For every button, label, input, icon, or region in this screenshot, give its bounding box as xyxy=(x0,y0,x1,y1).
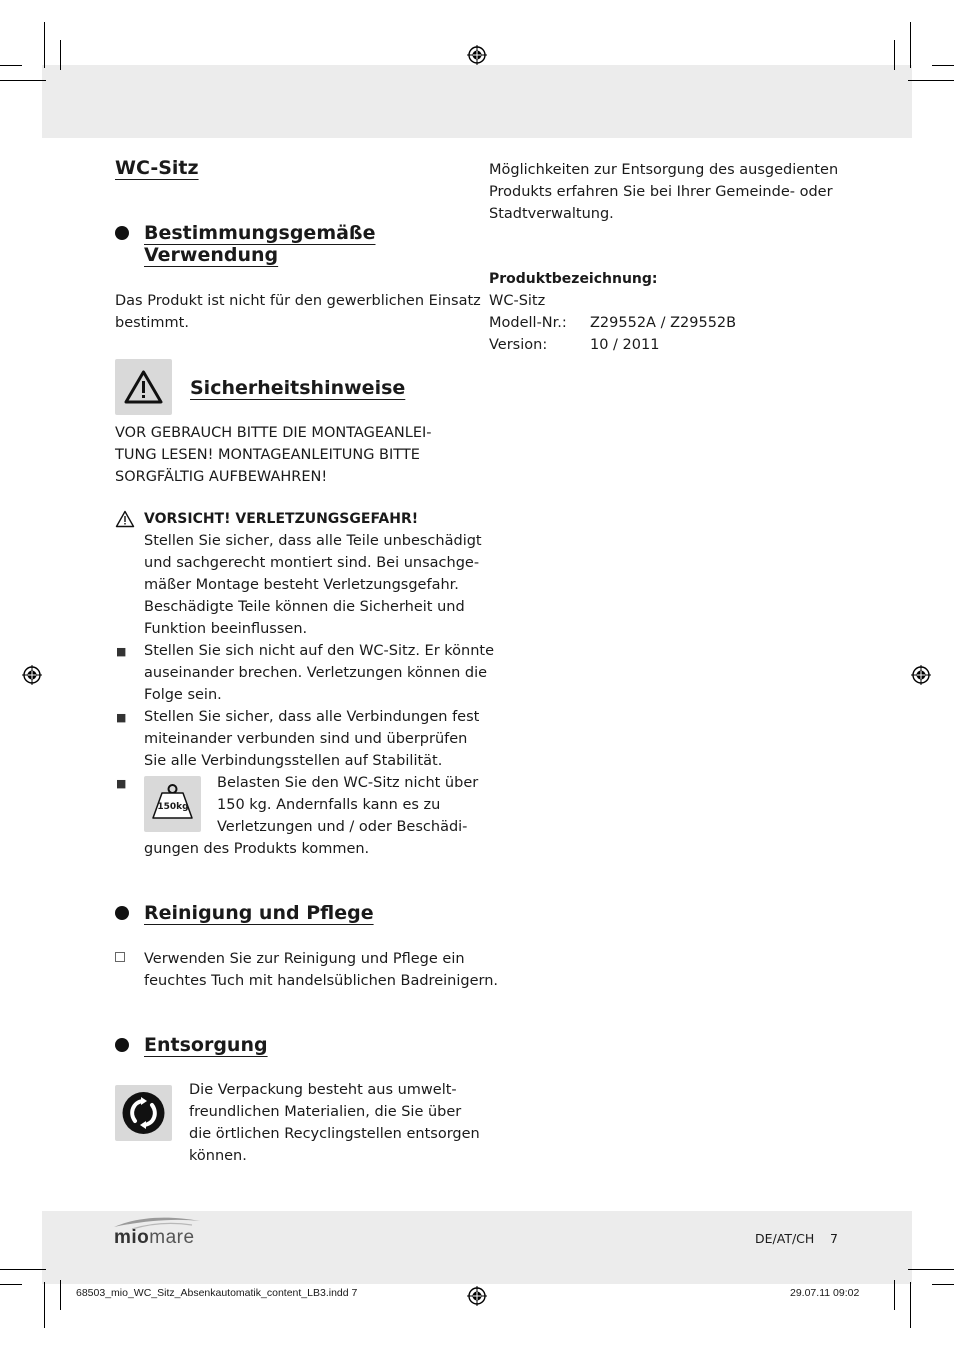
crop-mark xyxy=(0,80,46,81)
crop-mark xyxy=(910,1282,911,1328)
section-heading-use-line2: Verwendung xyxy=(144,244,279,266)
crop-mark xyxy=(60,1280,61,1310)
document-title: WC-Sitz xyxy=(115,157,199,179)
product-name: WC-Sitz xyxy=(489,293,546,309)
product-label: Produktbezeichnung: xyxy=(489,271,658,287)
section-heading-disposal: Entsorgung xyxy=(144,1034,268,1056)
registration-mark-icon xyxy=(467,1286,487,1306)
section-bullet-icon xyxy=(115,226,129,240)
square-bullet-icon: ■ xyxy=(116,645,127,658)
crop-mark xyxy=(894,40,895,70)
weight-label: 150kg xyxy=(157,802,189,812)
safety-caps-text: VOR GEBRAUCH BITTE DIE MONTAGEANLEI- TUNG LESEN! MONTAGEANLEITUNG BITTE SORGFÄLTIG AUFBEWAHREN! xyxy=(115,425,432,485)
crop-mark xyxy=(60,40,61,70)
model-value: Z29552A / Z29552B xyxy=(590,315,737,331)
registration-mark-icon xyxy=(467,45,487,65)
use-text: Das Produkt ist nicht für den gewerblichen Einsatz bestimmt. xyxy=(115,293,481,331)
registration-mark-icon xyxy=(911,665,931,685)
slug-date: 29.07.11 09:02 xyxy=(790,1287,860,1299)
version-key: Version: xyxy=(489,337,548,353)
recycling-icon-box xyxy=(115,1085,172,1141)
section-bullet-icon xyxy=(115,906,129,920)
section-heading-safety: Sicherheitshinweise xyxy=(190,377,406,399)
square-bullet-icon: ■ xyxy=(116,711,127,724)
crop-mark xyxy=(910,22,911,68)
safety-bullet-1: Stellen Sie sich nicht auf den WC-Sitz. Er könnte auseinander brechen. Verletzungen können die Folge sein. xyxy=(144,643,495,703)
crop-mark xyxy=(0,1284,22,1285)
warning-small-icon xyxy=(115,510,135,528)
registration-mark-icon xyxy=(22,665,42,685)
crop-mark xyxy=(44,22,45,68)
section-heading-use: Bestimmungsgemäße xyxy=(144,222,376,244)
disposal-text: Die Verpackung besteht aus umwelt- freundlichen Materialien, die Sie über die örtlichen Recyclingstellen entsorgen können. xyxy=(189,1082,480,1164)
footer-locale: DE/AT/CH xyxy=(755,1231,815,1246)
footer-page-number: 7 xyxy=(830,1231,838,1246)
checkbox-bullet-icon xyxy=(115,952,125,962)
crop-mark xyxy=(0,65,22,66)
crop-mark xyxy=(0,1269,46,1270)
section-heading-cleaning: Reinigung und Pflege xyxy=(144,902,374,924)
crop-mark xyxy=(908,1269,954,1270)
green-dot-recycling-icon xyxy=(115,1085,172,1141)
brand-logo: miomare xyxy=(114,1227,195,1248)
safety-bullet-3-cont: gungen des Produkts kommen. xyxy=(144,841,370,857)
warning-text: Stellen Sie sicher, dass alle Teile unbeschädigt und sachgerecht montiert sind. Bei unsachge- mäßer Montage besteht Verletzungsgefahr. Beschädigte Teile können die Sicherheit und Funktion beeinflussen. xyxy=(144,533,482,637)
warning-triangle-icon xyxy=(115,359,172,415)
crop-mark xyxy=(44,1282,45,1328)
crop-mark xyxy=(932,1284,954,1285)
warning-title: VORSICHT! VERLETZUNGSGEFAHR! xyxy=(144,511,419,527)
disposal-text-continued: Möglichkeiten zur Entsorgung des ausgedienten Produkts erfahren Sie bei Ihrer Gemeinde- oder Stadtverwaltung. xyxy=(489,162,839,222)
header-band xyxy=(42,65,912,138)
crop-mark xyxy=(908,80,954,81)
safety-bullet-3: Belasten Sie den WC-Sitz nicht über 150 kg. Andernfalls kann es zu Verletzungen und / oder Beschädi- xyxy=(217,775,479,835)
safety-bullet-2: Stellen Sie sicher, dass alle Verbindungen fest miteinander verbunden sind und überprüfen Sie alle Verbindungsstellen auf Stabilität. xyxy=(144,709,480,769)
version-value: 10 / 2011 xyxy=(590,337,660,353)
section-bullet-icon xyxy=(115,1038,129,1052)
slug-filename: 68503_mio_WC_Sitz_Absenkautomatik_content_LB3.indd 7 xyxy=(76,1287,358,1299)
model-key: Modell-Nr.: xyxy=(489,315,567,331)
warning-icon-box xyxy=(115,359,172,415)
square-bullet-icon: ■ xyxy=(116,777,127,790)
cleaning-text: Verwenden Sie zur Reinigung und Pflege ein feuchtes Tuch mit handelsüblichen Badreinigern. xyxy=(144,951,498,989)
crop-mark xyxy=(894,1280,895,1310)
crop-mark xyxy=(932,65,954,66)
